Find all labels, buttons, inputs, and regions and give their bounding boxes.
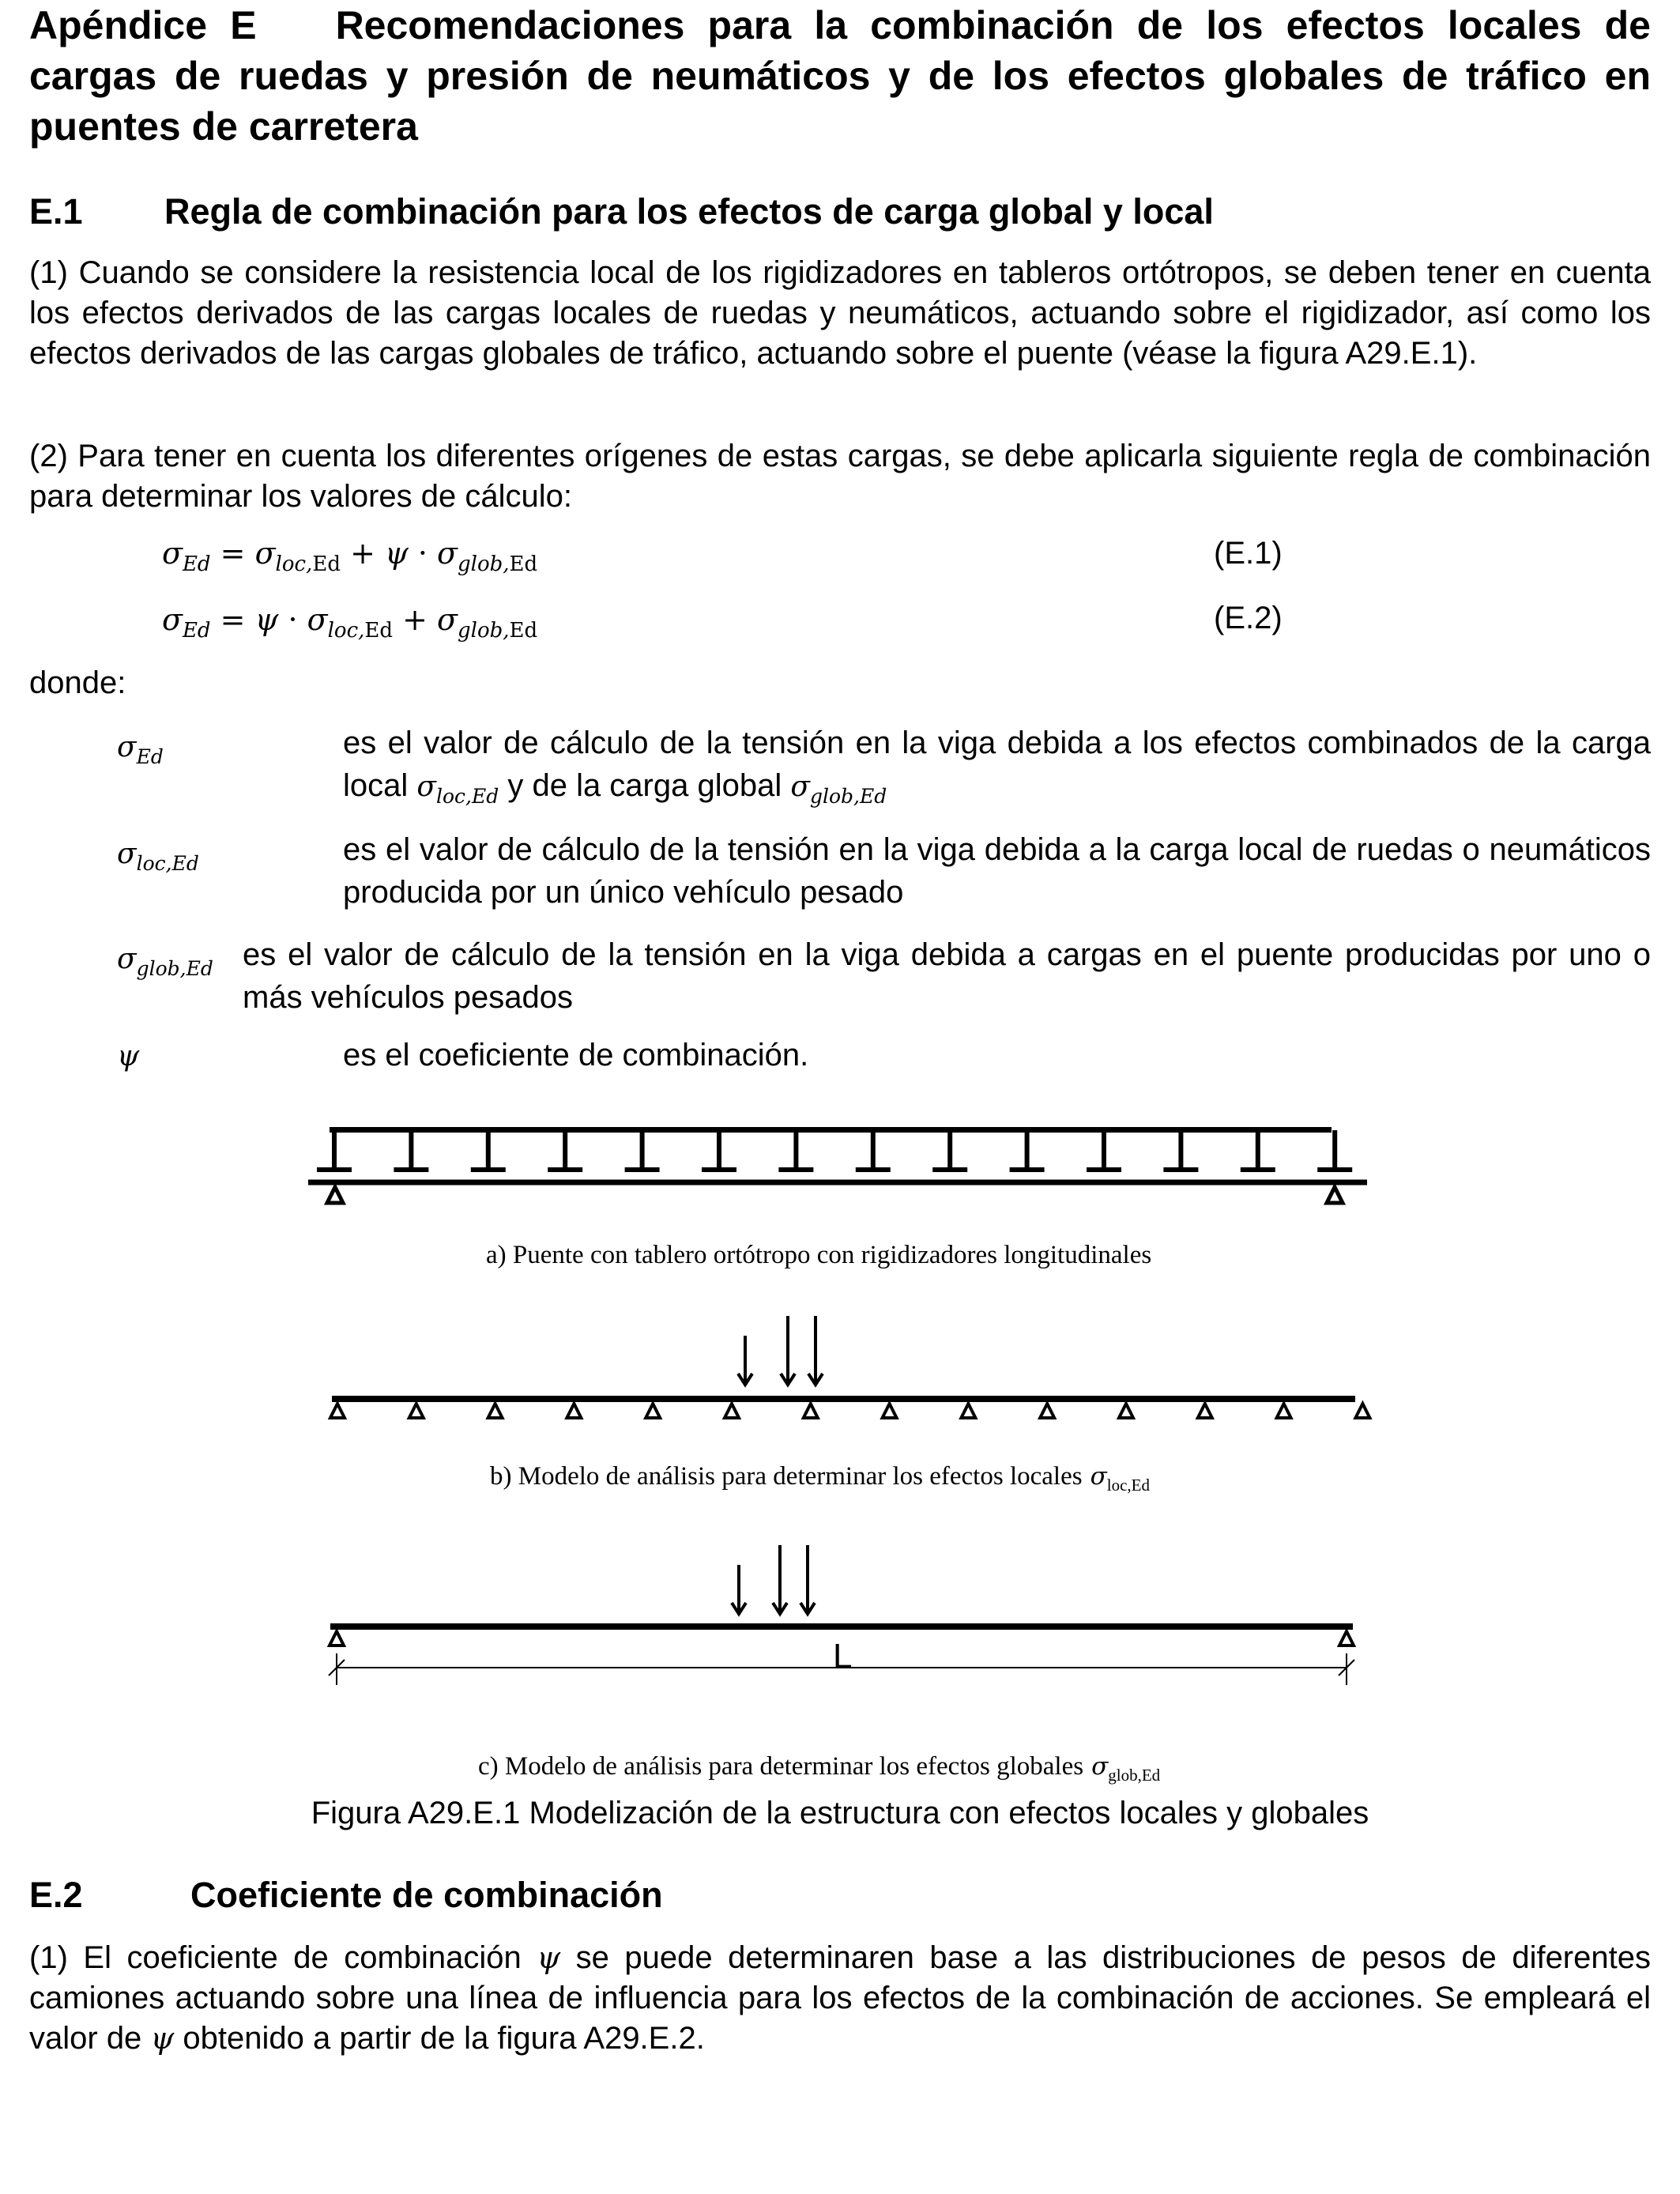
paragraph-e1-2: (2) Para tener en cuenta los diferentes orígenes de estas cargas, se debe aplicarla siguiente regla de combinación para determinar los valores de cálculo: xyxy=(29,439,1651,514)
symbol-sigma-ed: $\sigma_{Ed}$ xyxy=(117,731,164,768)
section-e1-number: E.1 xyxy=(29,191,83,232)
support-icon xyxy=(961,1404,975,1418)
figure-title: Figura A29.E.1 Modelización de la estructura con efectos locales y globales xyxy=(311,1796,1369,1830)
donde-label: donde: xyxy=(29,665,126,700)
local-model-diagram-b xyxy=(330,1316,1369,1418)
symbol-sigma-loc-ed: $\sigma_{loc,Ed}$ xyxy=(117,838,199,875)
support-icon xyxy=(1277,1404,1291,1418)
deck-diagram-a xyxy=(308,1127,1367,1203)
support-icon xyxy=(567,1404,581,1418)
caption-b: b) Modelo de análisis para determinar los efectos locales $\sigma_{loc,Ed}$ xyxy=(490,1462,1150,1495)
span-label: L xyxy=(833,1637,853,1676)
support-icon xyxy=(488,1404,503,1418)
equation-e1-number: (E.1) xyxy=(1214,536,1283,571)
support-icon xyxy=(725,1404,739,1418)
support-icon xyxy=(1198,1404,1212,1418)
section-e1-title: Regla de combinación para los efectos de carga global y local xyxy=(164,191,1214,232)
paragraph-e2-1: (1) El coeficiente de combinación ψ se puede determinaren base a las distribuciones de pesos de diferentes camiones actuando sobre una línea de influencia para los efectos de la combinación de acciones. Se empleará el valor de ψ obtenido a partir de la figura A29.E.2. xyxy=(29,1940,1651,2056)
section-e1-heading xyxy=(29,190,1214,234)
appendix-title: Apéndice E Recomendaciones para la combinación de los efectos locales de cargas de ruedas y presión de neumáticos y de los efectos globales de tráfico en puentes de carretera xyxy=(29,3,1651,149)
paragraph-e1-1: (1) Cuando se considere la resistencia local de los rigidizadores en tableros ortótropos, se deben tener en cuenta los efectos derivados de las cargas locales de ruedas y neumáticos, actuando sobre el rigidizador, así como los efectos derivados de las cargas globales de tráfico, actuando sobre el puente (véase la figura A29.E.1). xyxy=(29,255,1651,371)
section-e2-heading xyxy=(29,1873,663,1917)
support-icon xyxy=(1040,1404,1054,1418)
caption-c: c) Modelo de análisis para determinar los efectos globales $\sigma_{glob,Ed}$ xyxy=(478,1752,1161,1785)
definition-psi: es el coeficiente de combinación. xyxy=(343,1038,809,1072)
caption-a: a) Puente con tablero ortótropo con rigidizadores longitudinales xyxy=(486,1241,1152,1269)
equation-e1: $\sigma_{Ed} = \sigma_{loc,Ed} + \psi \cdot \sigma_{glob,Ed}$ xyxy=(162,536,538,576)
definition-sigma-loc-ed: es el valor de cálculo de la tensión en la viga debida a la carga local de ruedas o neumáticos producida por un único vehículo pesado xyxy=(343,832,1651,910)
definition-sigma-glob-ed: es el valor de cálculo de la tensión en la viga debida a cargas en el puente producidas por uno o más vehículos pesados xyxy=(243,937,1651,1015)
definition-sigma-ed: es el valor de cálculo de la tensión en la viga debida a los efectos combinados de la carga local $\sigma_{loc,Ed}$ y de la carga global $\sigma_{glob,Ed}$ xyxy=(343,726,1651,808)
support-icon xyxy=(1119,1404,1133,1418)
support-icon xyxy=(883,1404,897,1418)
symbol-psi: ψ xyxy=(117,1040,140,1072)
equation-e2-number: (E.2) xyxy=(1214,601,1283,635)
support-icon xyxy=(1355,1404,1369,1418)
support-icon xyxy=(409,1404,424,1418)
support-icon xyxy=(804,1404,818,1418)
equation-e2: $\sigma_{Ed} = \psi \cdot \sigma_{loc,Ed} + \sigma_{glob,Ed}$ xyxy=(162,602,538,643)
support-icon xyxy=(330,1404,345,1418)
section-e2-title: Coeficiente de combinación xyxy=(190,1875,663,1915)
figure-structural-models xyxy=(292,1114,1383,1786)
symbol-sigma-glob-ed: $\sigma_{glob,Ed}$ xyxy=(117,943,213,980)
support-icon xyxy=(646,1404,660,1418)
section-e2-number: E.2 xyxy=(29,1875,83,1915)
